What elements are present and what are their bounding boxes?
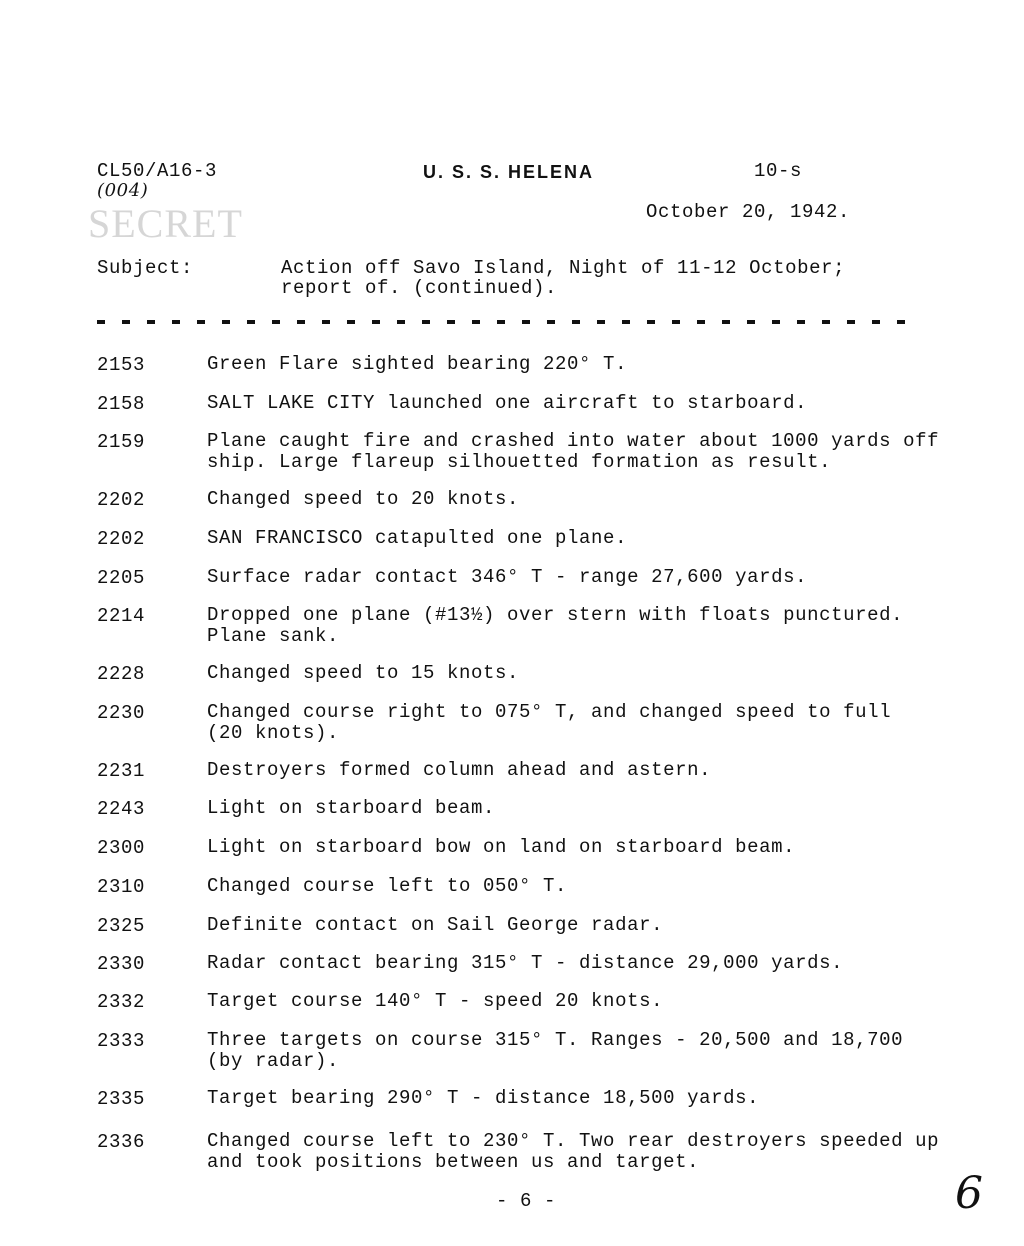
log-entry-time: 2231: [97, 760, 146, 782]
log-entry-text: Dropped one plane (#13½) over stern with floats punctured. Plane sank.: [207, 604, 904, 647]
file-code: CL50/A16-3: [97, 160, 218, 182]
log-entry-time: 2158: [97, 393, 146, 415]
log-entry-time: 2153: [97, 354, 146, 376]
log-entry-time: 2214: [97, 605, 146, 627]
log-entry-text: Definite contact on Sail George radar.: [207, 914, 664, 936]
log-entry-text: Destroyers formed column ahead and astern.: [207, 759, 712, 781]
log-entry-time: 2159: [97, 431, 146, 453]
serial-number: (004): [97, 180, 149, 201]
log-entry-time: 2202: [97, 489, 146, 511]
log-entry-text: Target bearing 290° T - distance 18,500 yards.: [207, 1087, 760, 1109]
log-entry-text: Green Flare sighted bearing 220° T.: [207, 353, 628, 375]
log-entry-time: 2205: [97, 567, 146, 589]
log-entry-time: 2330: [97, 953, 146, 975]
log-entry-time: 2230: [97, 702, 146, 724]
log-entry-text: Changed speed to 20 knots.: [207, 488, 520, 510]
secret-stamp: SECRET: [88, 201, 243, 246]
log-entry-text: Plane caught fire and crashed into water about 1000 yards off ship. Large flareup silhouetted formation as result.: [207, 430, 940, 473]
log-entry-time: 2333: [97, 1030, 146, 1052]
log-entry-time: 2228: [97, 663, 146, 685]
ship-name: U. S. S. HELENA: [423, 162, 595, 182]
page-number: - 6 -: [496, 1190, 557, 1212]
subject-line-1: Action off Savo Island, Night of 11-12 October;: [281, 257, 846, 279]
log-entry-text: Radar contact bearing 315° T - distance 29,000 yards.: [207, 952, 844, 974]
log-entry-text: Surface radar contact 346° T - range 27,600 yards.: [207, 566, 808, 588]
subject-line-2: report of. (continued).: [281, 277, 558, 299]
log-entry-text: Changed speed to 15 knots.: [207, 662, 520, 684]
copy-number: 10-s: [754, 160, 803, 182]
log-entry-time: 2332: [97, 991, 146, 1013]
log-entry-text: Light on starboard beam.: [207, 797, 496, 819]
log-entry-time: 2336: [97, 1131, 146, 1153]
subject-label: Subject:: [97, 257, 194, 279]
document-date: October 20, 1942.: [646, 201, 851, 223]
log-entry-text: Light on starboard bow on land on starboard beam.: [207, 836, 796, 858]
log-entry-text: Changed course right to 075° T, and changed speed to full (20 knots).: [207, 701, 892, 744]
log-entry-text: SAN FRANCISCO catapulted one plane.: [207, 527, 628, 549]
log-entry-time: 2300: [97, 837, 146, 859]
log-entry-text: Changed course left to 050° T.: [207, 875, 568, 897]
log-entry-time: 2243: [97, 798, 146, 820]
handwritten-sheet-number: 6: [955, 1168, 983, 1219]
log-entry-time: 2335: [97, 1088, 146, 1110]
log-entry-time: 2202: [97, 528, 146, 550]
log-entry-time: 2325: [97, 915, 146, 937]
log-entry-text: Target course 140° T - speed 20 knots.: [207, 990, 664, 1012]
separator-dashes: [97, 320, 915, 324]
log-entry-text: SALT LAKE CITY launched one aircraft to starboard.: [207, 392, 808, 414]
log-entry-text: Changed course left to 230° T. Two rear destroyers speeded up and took positions between us and target.: [207, 1130, 940, 1173]
log-entry-text: Three targets on course 315° T. Ranges - 20,500 and 18,700 (by radar).: [207, 1029, 904, 1072]
log-entry-time: 2310: [97, 876, 146, 898]
